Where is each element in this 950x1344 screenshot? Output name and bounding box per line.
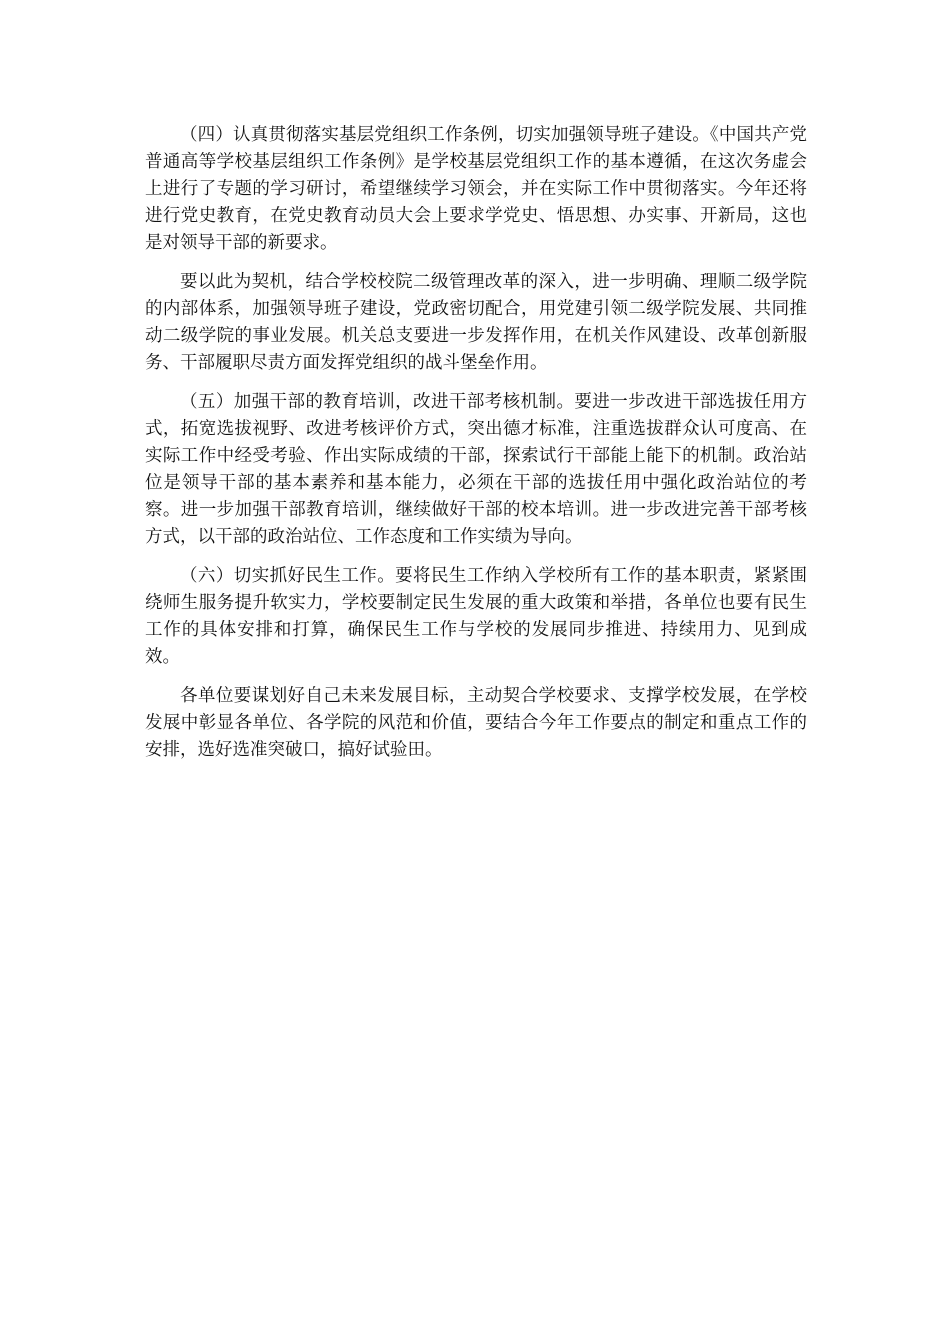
paragraph-section-4-continued: 要以此为契机，结合学校校院二级管理改革的深入，进一步明确、理顺二级学院的内部体系，加强领导班子建设，党政密切配合，用党建引领二级学院发展、共同推动二级学院的事业发展。机关总支要进一步发挥作用，在机关作风建设、改革创新服务、干部履职尽责方面发挥党组织的战斗堡垒作用。 [145,272,807,373]
paragraph-section-5: （五）加强干部的教育培训，改进干部考核机制。要进一步改进干部选拔任用方式，拓宽选拔视野、改进考核评价方式，突出德才标准，注重选拔群众认可度高、在实际工作中经受考验、作出实际成绩的干部，探索试行干部能上能下的机制。政治站位是领导干部的基本素养和基本能力，必须在干部的选拔任用中强化政治站位的考察。进一步加强干部教育培训，继续做好干部的校本培训。进一步改进完善干部考核方式，以干部的政治站位、工作态度和工作实绩为导向。 [145,392,807,547]
paragraph-section-4: （四）认真贯彻落实基层党组织工作条例，切实加强领导班子建设。《中国共产党普通高等学校基层组织工作条例》是学校基层党组织工作的基本遵循，在这次务虚会上进行了专题的学习研讨，希望继续学习领会，并在实际工作中贯彻落实。今年还将进行党史教育，在党史教育动员大会上要求学党史、悟思想、办实事、开新局，这也是对领导干部的新要求。 [145,125,807,253]
paragraph-section-6: （六）切实抓好民生工作。要将民生工作纳入学校所有工作的基本职责，紧紧围绕师生服务提升软实力，学校要制定民生发展的重大政策和举措，各单位也要有民生工作的具体安排和打算，确保民生工作与学校的发展同步推进、持续用力、见到成效。 [145,566,807,667]
paragraph-closing: 各单位要谋划好自己未来发展目标，主动契合学校要求、支撑学校发展，在学校发展中彰显各单位、各学院的风范和价值，要结合今年工作要点的制定和重点工作的安排，选好选准突破口，搞好试验田。 [145,686,807,760]
document-body [145,122,807,776]
